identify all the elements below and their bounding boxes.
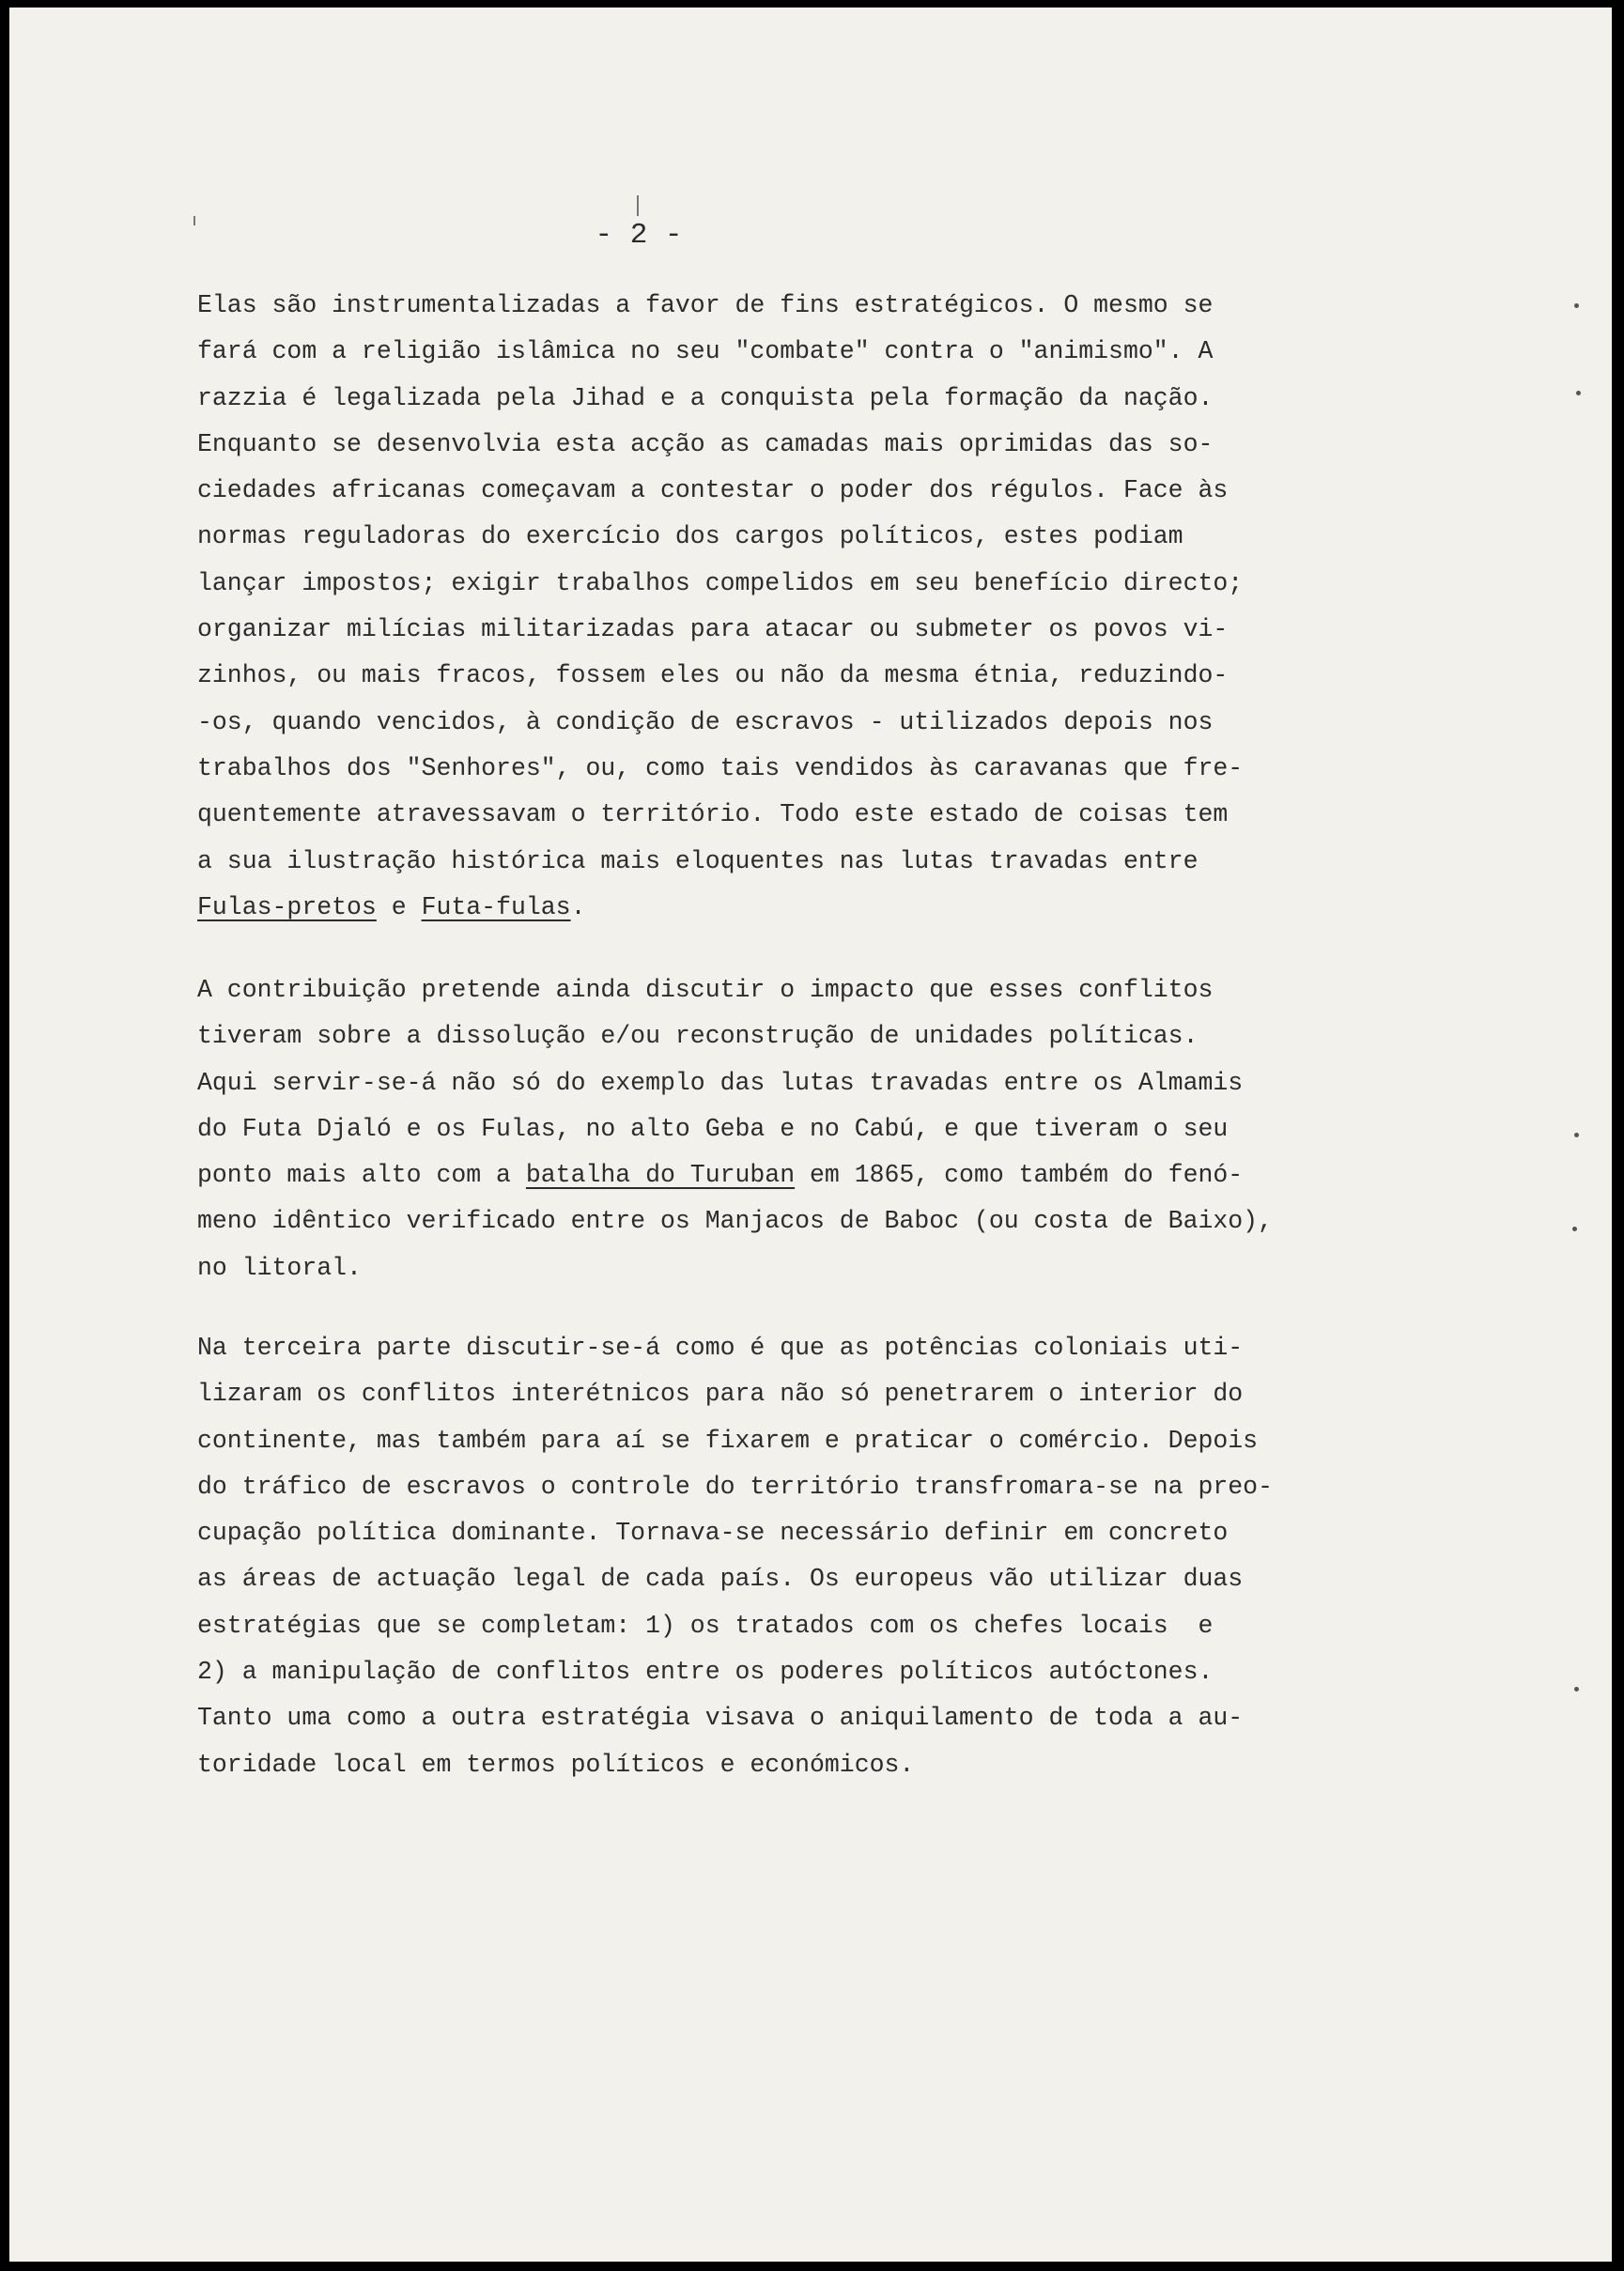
text-line: Aqui servir-se-á não só do exemplo das lutas travadas entre os Almamis — [197, 1068, 1244, 1097]
underlined-term-fulas-pretos: Fulas-pretos — [197, 892, 377, 921]
text-line: organizar milícias militarizadas para atacar ou submeter os povos vi- — [197, 615, 1229, 644]
speck-dot — [1574, 303, 1579, 308]
text-line: quentemente atravessavam o território. Todo este estado de coisas tem — [197, 800, 1229, 829]
text-line: continente, mas também para aí se fixarem e praticar o comércio. Depois — [197, 1426, 1259, 1455]
speck-dot — [1574, 1687, 1579, 1692]
text-line: Na terceira parte discutir-se-á como é que as potências coloniais uti- — [197, 1334, 1244, 1362]
text-line: toridade local em termos políticos e económicos. — [197, 1750, 915, 1779]
underlined-term-futa-fulas: Futa-fulas — [421, 892, 571, 921]
text-line: a sua ilustração histórica mais eloquentes nas lutas travadas entre — [197, 846, 1199, 875]
text-line: A contribuição pretende ainda discutir o impacto que esses conflitos — [197, 976, 1214, 1004]
text-line: normas reguladoras do exercício dos cargos políticos, estes podiam — [197, 522, 1183, 551]
line-start: ponto mais alto com a — [197, 1161, 526, 1190]
line-rest: em 1865, como também do fenó- — [795, 1161, 1244, 1190]
text-line: Tanto uma como a outra estratégia visava o aniquilamento de toda a au- — [197, 1704, 1244, 1733]
text-line: 2) a manipulação de conflitos entre os poderes políticos autóctones. — [197, 1658, 1214, 1687]
joiner-text: e — [376, 892, 422, 921]
text-line: estratégias que se completam: 1) os tratados com os chefes locais e — [197, 1611, 1214, 1640]
text-line: do Futa Djaló e os Fulas, no alto Geba e no Cabú, e que tiveram o seu — [197, 1114, 1229, 1143]
text-line: Enquanto se desenvolvia esta acção as camadas mais oprimidas das so- — [197, 429, 1214, 458]
text-line: as áreas de actuação legal de cada país. Os europeus vão utilizar duas — [197, 1565, 1244, 1594]
text-line: ciedades africanas começavam a contestar o poder dos régulos. Face às — [197, 476, 1229, 505]
paragraph-2 — [197, 967, 1343, 1291]
paragraph-3 — [197, 1325, 1343, 1788]
text-line: -os, quando vencidos, à condição de escravos - utilizados depois nos — [197, 707, 1214, 736]
text-line: zinhos, ou mais fracos, fossem eles ou não da mesma étnia, reduzindo- — [197, 661, 1229, 690]
text-line: cupação política dominante. Tornava-se necessário definir em concreto — [197, 1519, 1229, 1548]
speck-dot — [1572, 1227, 1577, 1231]
text-line: trabalhos dos "Senhores", ou, como tais vendidos às caravanas que fre- — [197, 753, 1244, 782]
text-line: fará com a religião islâmica no seu "combate" contra o "animismo". A — [197, 337, 1214, 366]
text-line: meno idêntico verificado entre os Manjacos de Baboc (ou costa de Baixo), — [197, 1207, 1273, 1236]
line-end: . — [570, 892, 586, 921]
text-line: no litoral. — [197, 1253, 362, 1282]
stray-mark — [193, 216, 195, 225]
text-line: razzia é legalizada pela Jihad e a conquista pela formação da nação. — [197, 383, 1214, 412]
speck-dot — [1576, 391, 1581, 395]
paragraph-1 — [197, 283, 1343, 931]
text-line: do tráfico de escravos o controle do território transfromara-se na preo- — [197, 1472, 1273, 1501]
page-number: - 2 - — [595, 219, 683, 252]
text-line-last — [197, 885, 1343, 931]
stray-mark — [637, 195, 639, 216]
speck-dot — [1574, 1133, 1579, 1137]
text-line-with-underline — [197, 1152, 1343, 1198]
text-line: tiveram sobre a dissolução e/ou reconstrução de unidades políticas. — [197, 1022, 1199, 1051]
text-line: Elas são instrumentalizadas a favor de fins estratégicos. O mesmo se — [197, 291, 1214, 319]
text-line: lizaram os conflitos interétnicos para não só penetrarem o interior do — [197, 1380, 1244, 1409]
underlined-term-batalha-do-turuban: batalha do Turuban — [525, 1161, 796, 1190]
document-page — [9, 8, 1612, 2262]
text-line: lançar impostos; exigir trabalhos compelidos em seu benefício directo; — [197, 568, 1244, 597]
